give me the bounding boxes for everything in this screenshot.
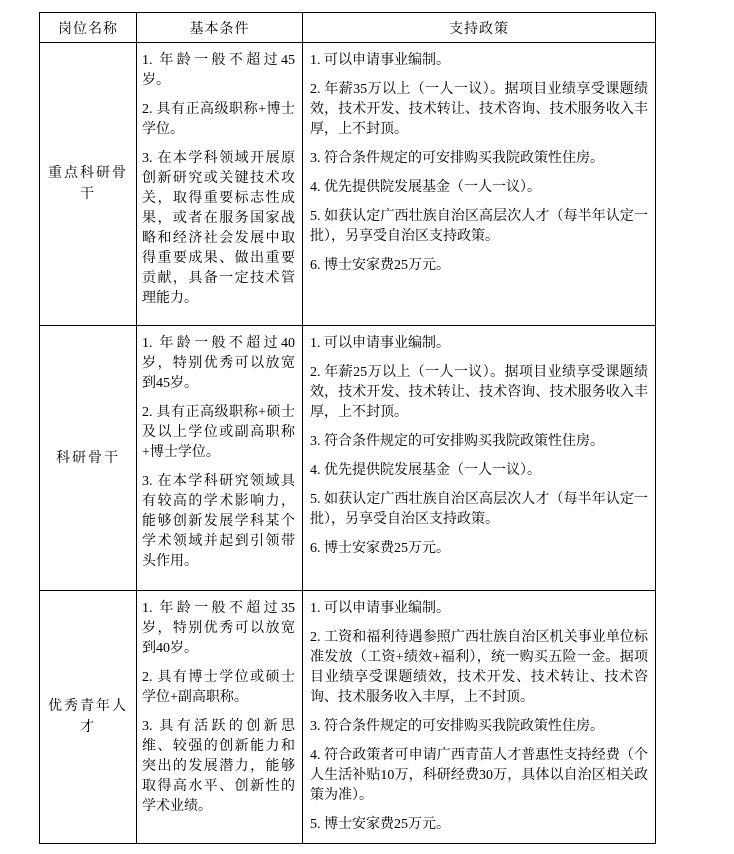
position-name: 科研骨干 [56, 450, 120, 466]
support-policies-cell [303, 43, 656, 326]
condition-item: 2. 具有博士学位或硕士学位+副高职称。 [142, 670, 295, 705]
policy-item: 4. 优先提供院发展基金（一人一议）。 [310, 180, 541, 195]
policy-item: 5. 如获认定广西壮族自治区高层次人才（每半年认定一批），另享受自治区支持政策。 [310, 209, 648, 244]
policy-item: 6. 博士安家费25万元。 [310, 258, 450, 273]
condition-item: 3. 具有活跃的创新思维、较强的创新能力和突出的发展潜力，能够取得高水平、创新性的学术业绩。 [142, 719, 295, 814]
header-position-name: 岗位名称 [40, 13, 137, 43]
support-policies-cell [303, 326, 656, 591]
policy-item: 5. 博士安家费25万元。 [310, 817, 450, 832]
basic-conditions-cell [137, 591, 303, 844]
policy-item: 1. 可以申请事业编制。 [310, 53, 450, 68]
header-support-policies: 支持政策 [303, 13, 656, 43]
header-basic-conditions: 基本条件 [137, 13, 303, 43]
policy-item: 4. 符合政策者可申请广西青苗人才普惠性支持经费（个人生活补贴10万，科研经费30万，具体以自治区相关政策为准）。 [310, 748, 648, 803]
policy-item: 2. 工资和福利待遇参照广西壮族自治区机关事业单位标准发放（工资+绩效+福利），统一购买五险一金。据项目业绩享受课题绩效，技术开发、技术转让、技术咨询、技术服务收入丰厚，上不封顶。 [310, 630, 648, 705]
condition-item: 3. 在本学科研究领域具有较高的学术影响力，能够创新发展学科某个学术领域并起到引领带头作用。 [142, 474, 295, 569]
policy-item: 3. 符合条件规定的可安排购买我院政策性住房。 [310, 434, 604, 449]
position-name-cell [40, 591, 137, 844]
condition-item: 3. 在本学科领域开展原创新研究或关键技术攻关，取得重要标志性成果，或者在服务国家战略和经济社会发展中取得重要成果、做出重要贡献，具备一定技术管理能力。 [142, 151, 295, 306]
condition-item: 2. 具有正高级职称+硕士及以上学位或副高职称+博士学位。 [142, 405, 295, 460]
header-row [40, 13, 656, 43]
condition-item: 1. 年龄一般不超过45岁。 [142, 53, 295, 88]
policy-item: 1. 可以申请事业编制。 [310, 336, 450, 351]
policy-item: 3. 符合条件规定的可安排购买我院政策性住房。 [310, 151, 604, 166]
policy-item: 5. 如获认定广西壮族自治区高层次人才（每半年认定一批），另享受自治区支持政策。 [310, 492, 648, 527]
basic-conditions-cell [137, 326, 303, 591]
policy-item: 6. 博士安家费25万元。 [310, 541, 450, 556]
policy-item: 3. 符合条件规定的可安排购买我院政策性住房。 [310, 719, 604, 734]
recruitment-table [39, 12, 656, 844]
position-name-cell [40, 43, 137, 326]
table-body [40, 43, 656, 844]
position-name: 重点科研骨干 [48, 166, 128, 202]
policy-item: 2. 年薪25万以上（一人一议）。据项目业绩享受课题绩效，技术开发、技术转让、技术咨询、技术服务收入丰厚，上不封顶。 [310, 365, 648, 420]
condition-item: 1. 年龄一般不超过35岁，特别优秀可以放宽到40岁。 [142, 601, 295, 656]
condition-item: 2. 具有正高级职称+博士学位。 [142, 102, 295, 137]
table-row [40, 326, 656, 591]
basic-conditions-cell [137, 43, 303, 326]
condition-item: 1. 年龄一般不超过40岁，特别优秀可以放宽到45岁。 [142, 336, 295, 391]
policy-item: 2. 年薪35万以上（一人一议）。据项目业绩享受课题绩效，技术开发、技术转让、技术咨询、技术服务收入丰厚，上不封顶。 [310, 82, 648, 137]
policy-item: 4. 优先提供院发展基金（一人一议）。 [310, 463, 541, 478]
table-row [40, 43, 656, 326]
table-row [40, 591, 656, 844]
position-name-cell [40, 326, 137, 591]
policy-item: 1. 可以申请事业编制。 [310, 601, 450, 616]
position-name: 优秀青年人才 [48, 699, 128, 735]
support-policies-cell [303, 591, 656, 844]
